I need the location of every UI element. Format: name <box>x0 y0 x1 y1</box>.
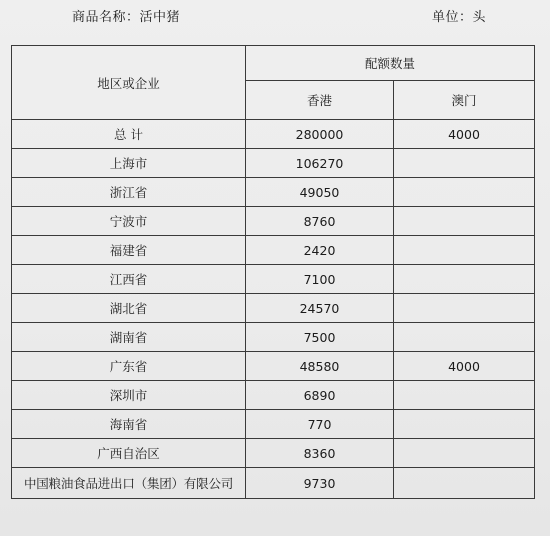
row-name: 江西省 <box>12 265 246 294</box>
row-macau-value: 4000 <box>394 120 535 149</box>
table-row <box>12 323 535 352</box>
row-macau-value <box>394 410 535 439</box>
row-name: 湖北省 <box>12 294 246 323</box>
row-hk-value: 6890 <box>246 381 394 410</box>
quota-header: 配额数量 <box>246 46 535 81</box>
table-row <box>12 120 535 149</box>
table-row <box>12 294 535 323</box>
row-macau-value <box>394 265 535 294</box>
row-name: 浙江省 <box>12 178 246 207</box>
row-macau-value <box>394 236 535 265</box>
row-hk-value: 7100 <box>246 265 394 294</box>
row-hk-value: 24570 <box>246 294 394 323</box>
row-name: 中国粮油食品进出口（集团）有限公司 <box>12 468 246 499</box>
row-name: 广西自治区 <box>12 439 246 468</box>
table-row <box>12 149 535 178</box>
row-hk-value: 106270 <box>246 149 394 178</box>
row-name: 福建省 <box>12 236 246 265</box>
table-row <box>12 410 535 439</box>
row-name: 上海市 <box>12 149 246 178</box>
row-hk-value: 2420 <box>246 236 394 265</box>
table-row <box>12 207 535 236</box>
row-hk-value: 7500 <box>246 323 394 352</box>
row-macau-value <box>394 294 535 323</box>
row-name: 湖南省 <box>12 323 246 352</box>
hong-kong-header: 香港 <box>246 81 394 120</box>
row-macau-value <box>394 323 535 352</box>
row-macau-value <box>394 149 535 178</box>
row-hk-value: 8760 <box>246 207 394 236</box>
quota-table <box>11 45 535 499</box>
table-row <box>12 236 535 265</box>
table-row <box>12 439 535 468</box>
row-name: 海南省 <box>12 410 246 439</box>
row-name: 广东省 <box>12 352 246 381</box>
row-name: 宁波市 <box>12 207 246 236</box>
macau-header: 澳门 <box>394 81 535 120</box>
table-row <box>12 381 535 410</box>
row-macau-value: 4000 <box>394 352 535 381</box>
row-name: 总 计 <box>12 120 246 149</box>
table-row <box>12 265 535 294</box>
region-header: 地区或企业 <box>12 46 246 120</box>
row-macau-value <box>394 207 535 236</box>
row-macau-value <box>394 439 535 468</box>
row-name: 深圳市 <box>12 381 246 410</box>
table-row <box>12 352 535 381</box>
row-hk-value: 49050 <box>246 178 394 207</box>
row-hk-value: 8360 <box>246 439 394 468</box>
row-macau-value <box>394 381 535 410</box>
row-macau-value <box>394 468 535 499</box>
row-hk-value: 280000 <box>246 120 394 149</box>
row-hk-value: 48580 <box>246 352 394 381</box>
product-name-label: 商品名称：活中猪 <box>72 10 181 25</box>
row-macau-value <box>394 178 535 207</box>
row-hk-value: 770 <box>246 410 394 439</box>
row-hk-value: 9730 <box>246 468 394 499</box>
table-row <box>12 468 535 499</box>
table-row <box>12 178 535 207</box>
unit-label: 单位：头 <box>432 10 487 25</box>
